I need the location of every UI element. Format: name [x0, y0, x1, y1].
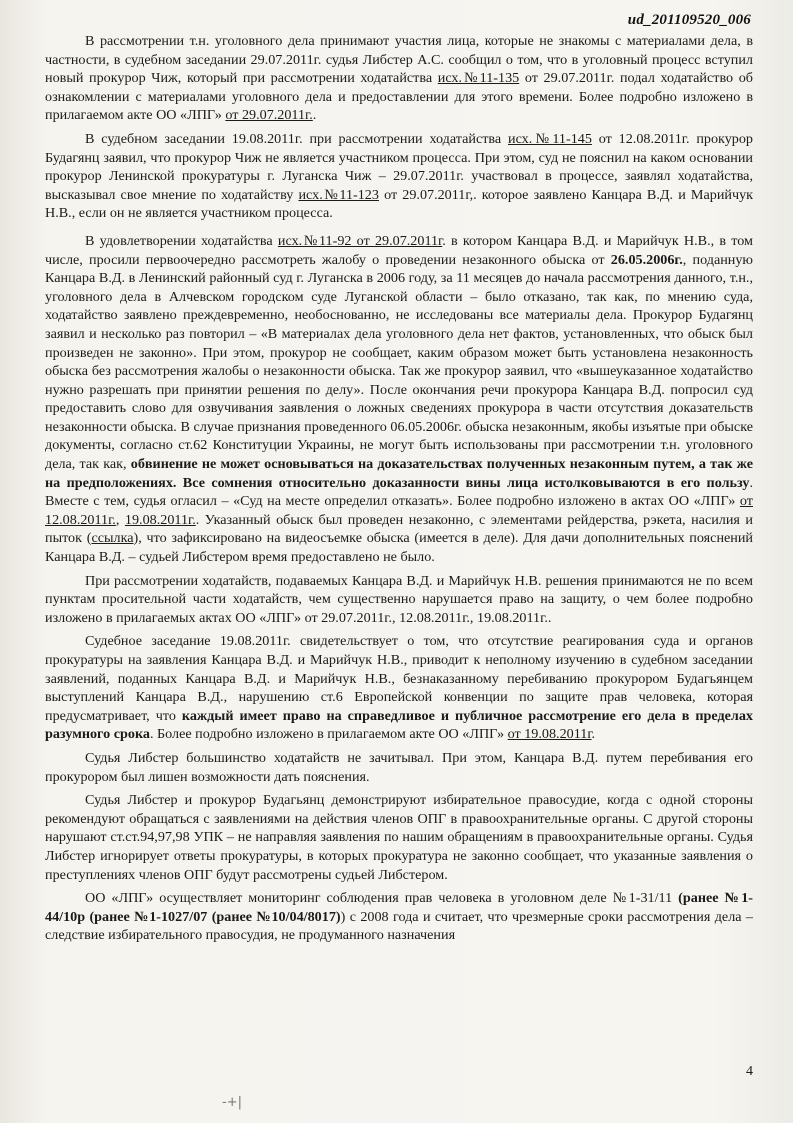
- bold-statement: каждый имеет право на справедливое и публичное рассмотрение его дела в пределах разумного срока: [45, 707, 754, 743]
- paragraph-6: Судья Либстер большинство ходатайств не зачитывал. При этом, Канцара В.Д. путем перебивания его прокурором был лишен возможности дать пояснения.: [45, 749, 753, 785]
- reference-link: ссылка: [91, 530, 134, 547]
- scan-mark: -+|: [222, 1095, 242, 1110]
- paragraph-1: В рассмотрении т.н. уголовного дела принимают участия лица, которые не знакомы с материалами дела, в частности, в судебном заседании 29.07.2011г. судья Либстер А.С. сообщил о том, что в уголовный процесс вступил новый прокурор Чиж, который при рассмотрении ходатайства исх.№11-135 от 29.07.2011г. подал ходатайство об ознакомлении с материалами уголовного дела и предоставлении для этого времени. Более подробно изложено в прилагаемом акте ОО «ЛПГ» от 29.07.2011г..: [45, 33, 753, 124]
- page-number: 4: [746, 1064, 753, 1079]
- reference-link: от 12.08.2011г.: [45, 493, 753, 528]
- body-text: [45, 32, 753, 945]
- paragraph-4: При рассмотрении ходатайств, подаваемых Канцара В.Д. и Марийчук Н.В. решения принимаются не по всем пунктам просительной части ходатайств, чем существенно нарушается право на защиту, о чем более подробно изложено в прилагаемых актах ОО «ЛПГ» от 29.07.2011г., 12.08.2011г., 19.08.2011г..: [45, 572, 753, 626]
- reference-link: от 29.07.2011г.: [225, 107, 313, 124]
- paragraph-5: Судебное заседание 19.08.2011г. свидетельствует о том, что отсутствие реагирования суда и органов прокуратуры на заявления Канцара В.Д. и Марийчук Н.В., приводит к неполному изучению в судебном заседании заявлений, поданных Канцара В.Д. и Марийчук Н.В., безнаказанному перебиванию прокурором Будагьянцем выступлений Канцара В.Д., нарушению ст.6 Европейской конвенции по защите прав человека, которая предусматривает, что каждый имеет право на справедливое и публичное рассмотрение его дела в пределах разумного срока. Более подробно изложено в прилагаемом акте ОО «ЛПГ» от 19.08.2011г.: [45, 633, 754, 743]
- reference-link: исх.№11-135: [437, 70, 520, 87]
- reference-link: исх.№11-145: [508, 130, 592, 147]
- document-id: ud_201109520_006: [627, 12, 751, 28]
- paragraph-8: ОО «ЛПГ» осуществляет мониторинг соблюдения прав человека в уголовном деле №1-31/11 (ранее №1-44/10р (ранее №1-1027/07 (ранее №10/04/8017)) с 2008 года и считает, что чрезмерные сроки рассмотрения дела – следствие избирательного правосудия, не продуманного назначения: [45, 890, 753, 944]
- reference-link: исх.№11-92 от 29.07.2011г: [277, 232, 443, 249]
- bold-date: 26.05.2006г.: [610, 251, 683, 268]
- paragraph-2: В судебном заседании 19.08.2011г. при рассмотрении ходатайства исх.№11-145 от 12.08.2011г. прокурор Будагянц заявил, что прокурор Чиж не является участником процесса. При этом, суд не пояснил на каком основании прокурор Ленинской прокуратуры г. Луганска Чиж – 29.07.2011г. участвовал в процессе, заявлял ходатайства, высказывал свое мнение по ходатайству исх.№11-123 от 29.07.2011г,. которое заявлено Канцара В.Д. и Марийчук Н.В., если он не является участником процесса.: [45, 130, 754, 222]
- bold-statement: обвинение не может основываться на доказательствах полученных незаконным путем, а так же на предположениях. Все сомнения относительно доказанности вины лица истолковываются в его пользу: [45, 456, 754, 491]
- reference-link: 19.08.2011г.: [124, 511, 196, 528]
- paragraph-7: Судья Либстер и прокурор Будагьянц демонстрируют избирательное правосудие, когда с одной стороны рекомендуют обращаться с заявлениями на действия членов ОПГ в правоохранительные органы. С другой стороны нарушают ст.ст.94,97,98 УПК – не направляя заявления по нашим обращениям в правоохранительные органы. Судья Либстер игнорирует ответы прокуратуры, в которых прокуратура не законно сообщает, что указанные заявления о преступлениях членов ОПГ будут рассмотрены судьей Либстером.: [45, 792, 753, 883]
- reference-link: исх.№11-123: [298, 186, 379, 203]
- reference-link: от 19.08.2011г: [507, 726, 592, 743]
- paragraph-3: В удовлетворении ходатайства исх.№11-92 от 29.07.2011г. в котором Канцара В.Д. и Марийчук Н.В., в том числе, просили первоочередно рассмотреть жалобу о проведении незаконного обыска от 26.05.2006г., поданную Канцара В.Д. в Ленинский районный суд г. Луганска в 2006 году, за 11 месяцев до начала рассмотрения данного, т.н., уголовного дела в Алчевском городском суде Луганской области – было отказано, так как, по мнению суда, ходатайство заявлено преждевременно, необоснованно, не исследованы все материалы дела. Прокурор Будагянц заявил и несколько раз повторил – «В материалах дела уголовного дела нет фактов, установленных, что обыск был произведен не законно». При этом, прокурор не сообщает, каким образом может быть установлена незаконность обыска без рассмотрения жалобы о незаконности обыска. Так же прокурор заявил, что «вышеуказанное ходатайство нужно разрешать при принятии решения по делу». После окончания речи прокурора Канцара В.Д. попросил суд предоставить слово для озвучивания заявления о ложных сведениях прокурора в части отсутствия доказательств незаконности обыска. В случае признания проведенного 06.05.2006г. обыска незаконным, якобы изъятые при обыске документы, согласно ст.62 Конституции Украины, не могут быть использованы при рассмотрении т.н. уголовного дела, так как, обвинение не может основываться на доказательствах полученных незаконным путем, а так же на предположениях. Все сомнения относительно доказанности вины лица истолковываются в его пользу. Вместе с тем, судья огласил – «Суд на месте определил отказать». Более подробно изложено в актах ОО «ЛПГ» от 12.08.2011г., 19.08.2011г.. Указанный обыск был проведен незаконно, с элементами рейдерства, рэкета, насилия и пыток (ссылка), что зафиксировано на видеосъемке обыска (имеется в деле). Для дачи дополнительных пояснений Канцара В.Д. – судьей Либстером время предоставлено не было.: [45, 232, 754, 566]
- bold-case-numbers: (ранее №1-44/10р (ранее №1-1027/07 (ранее №10/04/8017): [45, 890, 753, 925]
